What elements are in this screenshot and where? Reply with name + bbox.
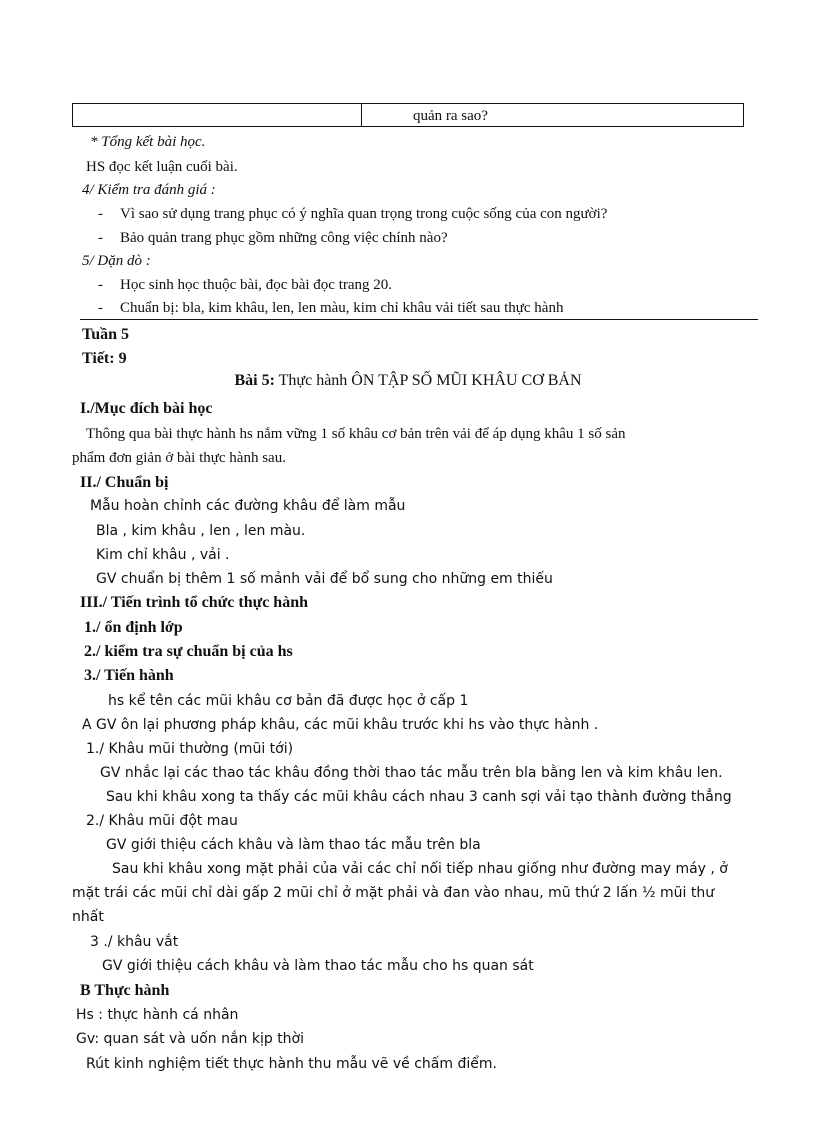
homework-item-1: - Học sinh học thuộc bài, đọc bài đọc trang 20. — [120, 277, 392, 294]
lesson-title-rest: Thực hành ÔN TẬP SỐ MŨI KHÂU CƠ BẢN — [278, 372, 582, 389]
table-column-divider — [361, 104, 362, 126]
part-a-line: A GV ôn lại phương pháp khâu, các mũi khâu trước khi hs vào thực hành . — [82, 717, 599, 733]
week-label: Tuần 5 — [82, 326, 129, 343]
stitch-2-line-3: mặt trái các mũi chỉ dài gấp 2 mũi chỉ ở mặt phải và đan vào nhau, mũ thứ 2 lấn ½ mũi thư — [72, 885, 715, 901]
summary-heading: * Tổng kết bài học. — [90, 134, 206, 150]
purpose-line-2: phẩm đơn giản ở bài thực hành sau. — [72, 450, 286, 466]
step-2: 2./ kiểm tra sự chuẩn bị của hs — [84, 643, 293, 660]
part-b-heading: B Thực hành — [80, 982, 170, 999]
purpose-heading: I./Mục đích bài học — [80, 400, 213, 417]
final-line: Rút kinh nghiệm tiết thực hành thu mẫu vẽ về chấm điểm. — [86, 1056, 497, 1072]
table-continuation — [72, 103, 744, 127]
hs-line: Hs : thực hành cá nhân — [76, 1007, 239, 1023]
assess-item-2: - Bảo quản trang phục gồm những công việc chính nào? — [120, 230, 448, 247]
period-label: Tiết: 9 — [82, 350, 127, 367]
summary-text: HS đọc kết luận cuối bài. — [86, 159, 238, 175]
stitch-3-heading: 3 ./ khâu vắt — [90, 934, 179, 950]
lesson-title — [0, 372, 816, 390]
homework-item-2: - Chuẩn bị: bla, kim khâu, len, len màu, kim chỉ khâu vải tiết sau thực hành — [120, 300, 563, 317]
homework-heading: 5/ Dặn dò : — [82, 253, 151, 269]
process-heading: III./ Tiến trình tổ chức thực hành — [80, 594, 308, 611]
prep-heading: II./ Chuẩn bị — [80, 474, 169, 491]
step-3: 3./ Tiến hành — [84, 667, 174, 684]
prep-line-4: GV chuẩn bị thêm 1 số mảnh vải để bổ sung cho những em thiếu — [96, 571, 553, 587]
section-divider — [80, 319, 758, 320]
purpose-line-1: Thông qua bài thực hành hs nắm vững 1 số khâu cơ bản trên vải để áp dụng khâu 1 số sản — [86, 426, 626, 442]
intro-line: hs kể tên các mũi khâu cơ bản đã được học ở cấp 1 — [108, 693, 469, 709]
prep-line-3: Kim chỉ khâu , vải . — [96, 547, 230, 563]
prep-line-2: Bla , kim khâu , len , len màu. — [96, 523, 306, 539]
lesson-title-prefix: Bài 5: — [234, 372, 275, 389]
stitch-2-heading: 2./ Khâu mũi đột mau — [86, 813, 238, 829]
stitch-2-line-1: GV giới thiệu cách khâu và làm thao tác mẫu trên bla — [106, 837, 481, 853]
stitch-1-heading: 1./ Khâu mũi thường (mũi tới) — [86, 741, 294, 757]
stitch-2-line-4: nhất — [72, 909, 104, 925]
prep-line-1: Mẫu hoàn chỉnh các đường khâu để làm mẫu — [90, 498, 406, 514]
stitch-1-line-2: Sau khi khâu xong ta thấy các mũi khâu cách nhau 3 canh sợi vải tạo thành đường thẳng — [106, 789, 732, 805]
stitch-2-line-2: Sau khi khâu xong mặt phải của vải các chỉ nối tiếp nhau giống như đường may máy , ở — [112, 861, 728, 877]
gv-line: Gv: quan sát và uốn nắn kịp thời — [76, 1031, 305, 1047]
assess-item-1: - Vì sao sử dụng trang phục có ý nghĩa quan trọng trong cuộc sống của con người? — [120, 206, 607, 223]
step-1: 1./ ổn định lớp — [84, 619, 183, 636]
assess-heading: 4/ Kiểm tra đánh giá : — [82, 182, 216, 198]
stitch-3-line-1: GV giới thiệu cách khâu và làm thao tác mẫu cho hs quan sát — [102, 958, 534, 974]
stitch-1-line-1: GV nhắc lại các thao tác khâu đồng thời thao tác mẫu trên bla bằng len và kim khâu len. — [100, 765, 723, 781]
table-cell-text: quản ra sao? — [413, 108, 488, 124]
